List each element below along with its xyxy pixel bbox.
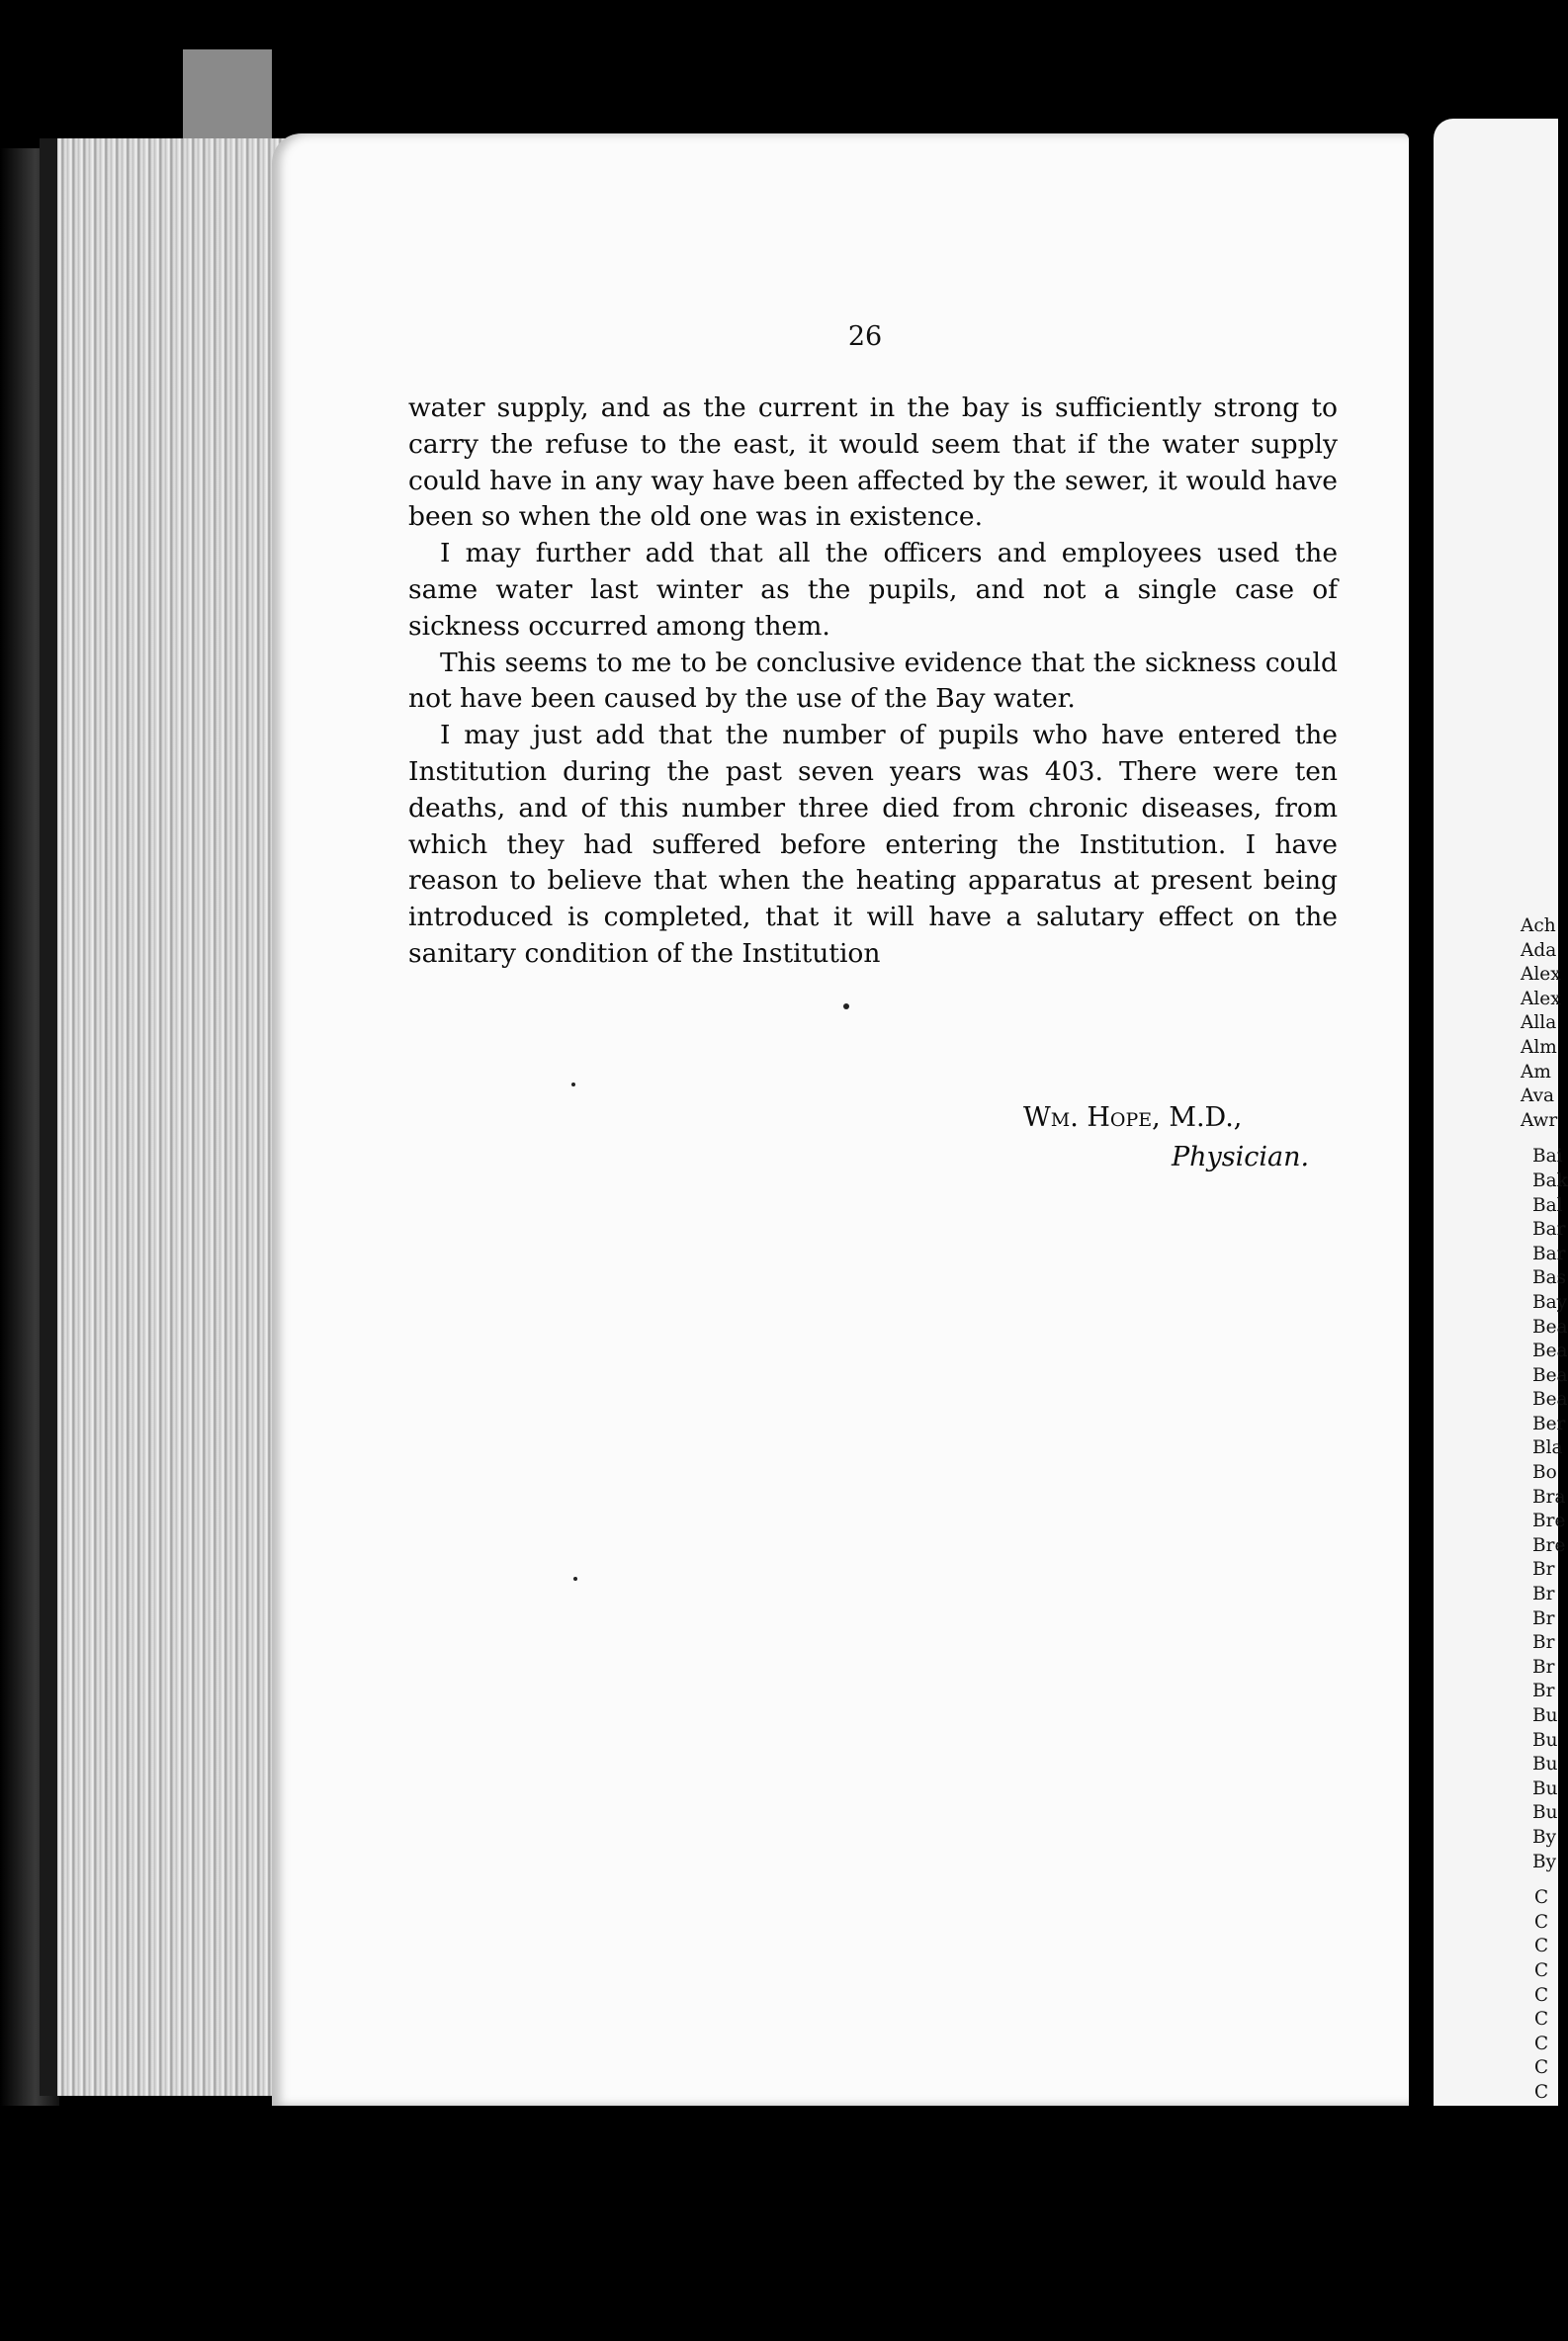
index-entry: Bea	[1532, 1341, 1568, 1362]
dust-speck	[571, 1083, 575, 1086]
index-entry: Bu	[1532, 1705, 1558, 1726]
page-body	[408, 390, 1338, 973]
index-entry: C	[1534, 1887, 1549, 1909]
index-entry: C	[1534, 2081, 1549, 2103]
left-page	[272, 133, 1409, 2106]
index-entry: Bre	[1532, 1511, 1566, 1532]
index-entry: Ada	[1521, 939, 1557, 961]
scan-bottom-border	[0, 2106, 1558, 2341]
binding-tab	[183, 49, 272, 148]
paragraph: This seems to me to be conclusive evidence that the sickness could not have been caused by the use of the Bay water.	[408, 647, 1338, 715]
index-group	[1532, 1145, 1568, 1874]
index-entry: Br	[1532, 1632, 1555, 1654]
right-page-edge	[1434, 119, 1568, 2106]
index-entry: Bra	[1532, 1486, 1566, 1508]
index-entry: Br	[1532, 1656, 1555, 1678]
index-entry: C	[1534, 2009, 1549, 2031]
index-entry: C	[1534, 1984, 1549, 2006]
index-entry: Alex	[1521, 988, 1561, 1009]
index-entry: Bas	[1532, 1267, 1567, 1289]
index-entry: Bar	[1532, 1243, 1566, 1264]
index-entry: Bea	[1532, 1389, 1568, 1411]
index-entry: Bai	[1532, 1146, 1563, 1168]
index-entry: Br	[1532, 1681, 1555, 1702]
index-entry: Bak	[1532, 1170, 1568, 1191]
dust-speck	[843, 1003, 849, 1009]
index-entry: C	[1534, 2057, 1549, 2079]
index-entry: Alla	[1521, 1012, 1557, 1034]
index-entry: Bu	[1532, 1777, 1558, 1799]
index-entry: Br	[1532, 1607, 1555, 1629]
index-group	[1521, 914, 1568, 1133]
signature-block	[1023, 1098, 1419, 1177]
index-entry: Awr	[1521, 1109, 1558, 1131]
signatory-name: Wm. Hope, M.D.,	[1023, 1102, 1243, 1133]
index-entry: Br	[1532, 1584, 1555, 1605]
index-entry: By	[1532, 1851, 1557, 1872]
index-entry: Alm	[1521, 1036, 1557, 1058]
index-list	[1521, 914, 1568, 2299]
index-entry: Bu	[1532, 1802, 1558, 1824]
index-entry: Bre	[1532, 1534, 1566, 1556]
index-entry: Ber	[1532, 1413, 1566, 1434]
index-entry: Am	[1521, 1061, 1551, 1083]
signatory-title: Physician.	[1172, 1142, 1310, 1172]
paragraph: water supply, and as the current in the bay is sufficiently strong to carry the refuse to the east, it would seem that if the water supply could have in any way have been affected by the sewer, it would have been so when the old one was in existence.	[408, 392, 1338, 533]
index-entry: Ava	[1521, 1085, 1555, 1107]
index-entry: C	[1534, 1911, 1549, 1933]
index-entry: Bal	[1532, 1194, 1563, 1216]
index-entry: Bo	[1532, 1462, 1557, 1484]
index-entry: Br	[1532, 1559, 1555, 1581]
index-entry: Bar	[1532, 1219, 1566, 1241]
index-entry: C	[1534, 1959, 1549, 1981]
index-entry: Bay	[1532, 1291, 1568, 1313]
index-entry: C	[1534, 2033, 1549, 2054]
index-entry: Ach	[1521, 915, 1556, 936]
index-entry: Bla	[1532, 1437, 1563, 1459]
index-entry: By	[1532, 1826, 1557, 1848]
index-entry: Bu	[1532, 1729, 1558, 1751]
index-entry: C	[1534, 1936, 1549, 1957]
paragraph: I may just add that the number of pupils who have entered the Institution during the past seven years was 403. There were ten deaths, and of this number three died from chronic diseases, from which they had suffered before entering the Institution. I have reason to believe that when the heating apparatus at present being introduced is completed, that it will have a salutary effect on the sanitary condition of the Institution	[408, 720, 1338, 969]
index-entry: Alex	[1521, 964, 1561, 986]
dust-speck	[573, 1577, 577, 1581]
page-number: 26	[847, 321, 883, 352]
index-entry: Bea	[1532, 1316, 1568, 1338]
index-entry: Bu	[1532, 1754, 1558, 1776]
paragraph: I may further add that all the officers and employees used the same water last winter as the pupils, and not a single case of sickness occurred among them.	[408, 538, 1338, 642]
index-entry: Bea	[1532, 1364, 1568, 1386]
